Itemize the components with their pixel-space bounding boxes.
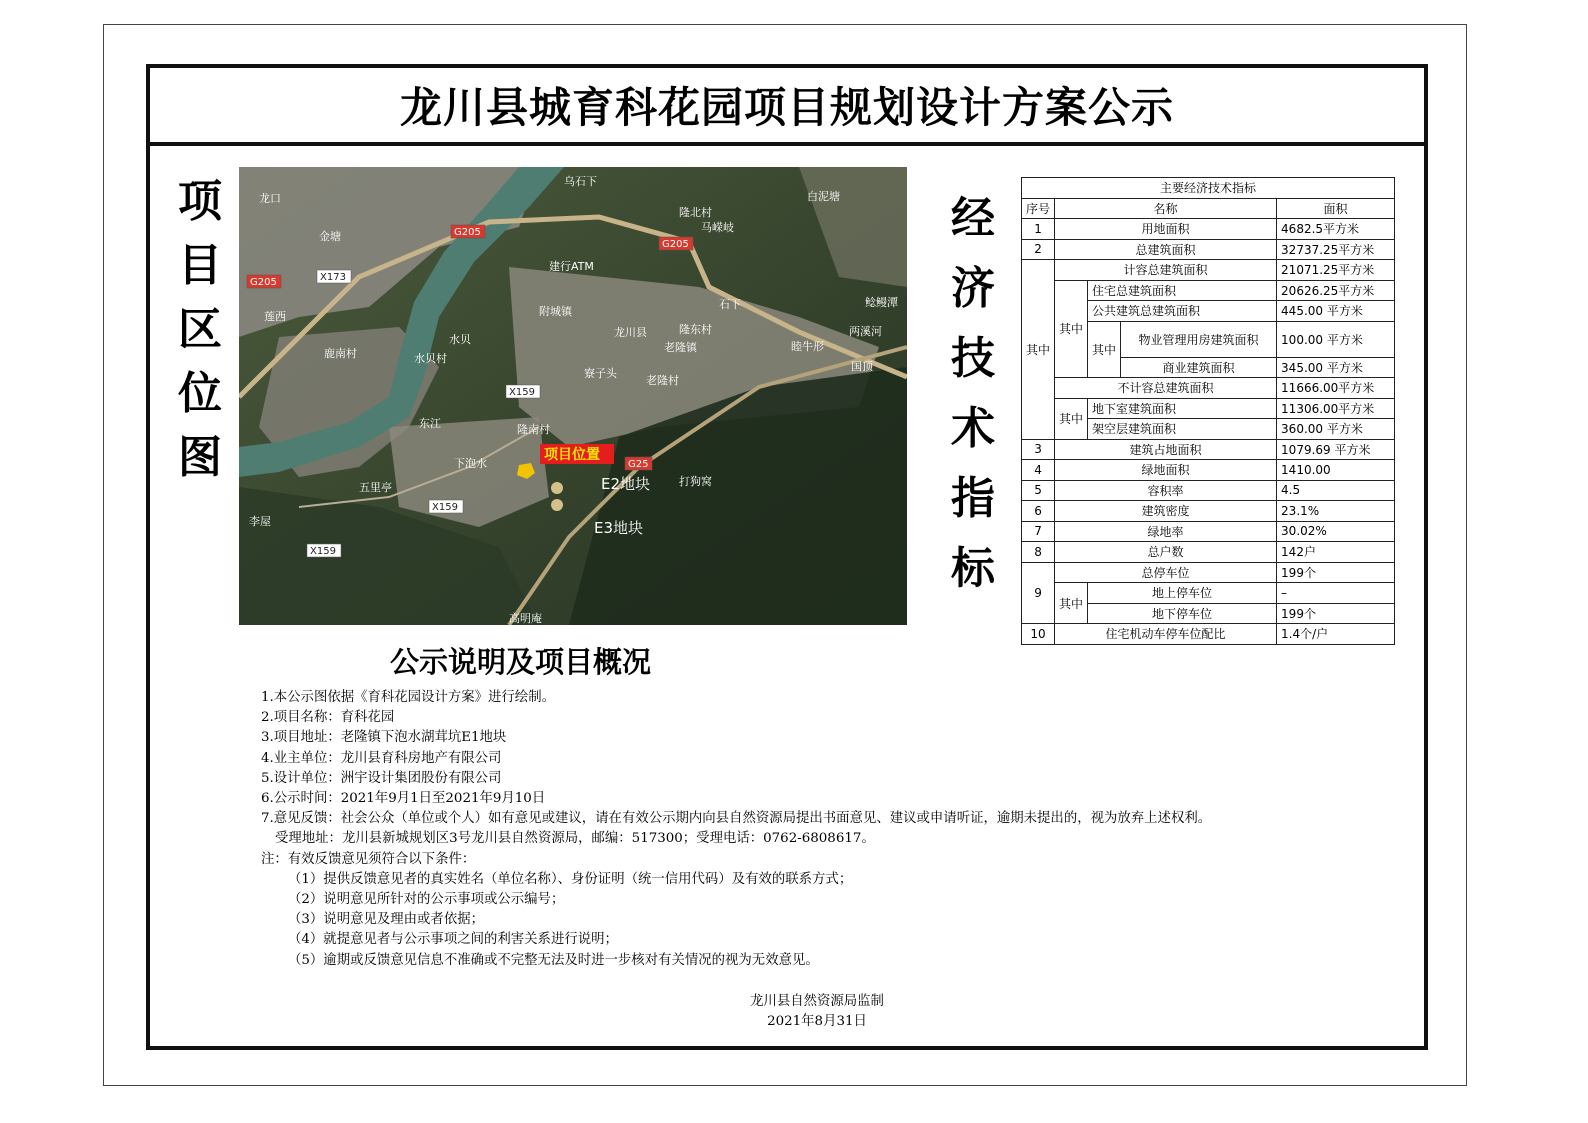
label-gaomingan: 高明庵: [509, 612, 542, 625]
site-e2-marker: [551, 482, 563, 494]
row-no: 2: [1022, 239, 1055, 260]
row-no: 8: [1022, 542, 1055, 563]
row-name: 总建筑面积: [1055, 239, 1277, 260]
header-no: 序号: [1022, 198, 1055, 219]
group-label: 其中: [1055, 583, 1088, 624]
row-name: 公共建筑总建筑面积: [1088, 301, 1277, 322]
svg-text:X159: X159: [310, 546, 336, 557]
row-no: 6: [1022, 501, 1055, 522]
row-value: 360.00 平方米: [1277, 419, 1395, 440]
label-jianhang: 建行ATM: [549, 260, 594, 273]
page-title: 龙川县城育科花园项目规划设计方案公示: [150, 68, 1424, 146]
road-badge-g205: [659, 237, 693, 250]
row-no: 9: [1022, 562, 1055, 624]
road-badge-x159: [429, 500, 463, 513]
group-label: 其中: [1022, 260, 1055, 440]
map-title-char: 目: [178, 240, 222, 291]
table-caption: 主要经济技术指标: [1022, 178, 1395, 199]
note-line: 2.项目名称：育科花园: [261, 710, 395, 726]
econ-title-char: 技: [951, 333, 995, 384]
label-lunan: 鹿南村: [324, 347, 357, 360]
row-value: –: [1277, 583, 1395, 604]
row-no: 5: [1022, 480, 1055, 501]
row-value: 345.00 平方米: [1277, 357, 1395, 378]
label-e3: E3地块: [594, 519, 644, 537]
note-line: 5.设计单位：洲宇设计集团股份有限公司: [261, 770, 502, 786]
note-line: （5）逾期或反馈意见信息不准确或不完整无法及时进一步核对有关情况的视为无效意见。: [288, 952, 819, 968]
row-name: 绿地率: [1055, 521, 1277, 542]
row-no: 3: [1022, 439, 1055, 460]
note-line: 7.意见反馈：社会公众（单位或个人）如有意见或建议，请在有效公示期内向县自然资源局提出书面意见、建议或申请听证，逾期未提出的，视为放弃上述权利。: [261, 811, 1212, 827]
row-value: 4682.5平方米: [1277, 219, 1395, 240]
econ-vertical-title: [943, 184, 1003, 604]
svg-text:X159: X159: [432, 502, 458, 513]
row-name: 地下室建筑面积: [1088, 398, 1277, 419]
label-longdong: 隆东村: [679, 323, 712, 336]
note-line: 3.项目地址：老隆镇下泡水湖茸坑E1地块: [261, 730, 507, 746]
label-qiaozitou: 寮子头: [584, 367, 617, 380]
svg-text:X159: X159: [509, 387, 535, 398]
row-name: 商业建筑面积: [1121, 357, 1277, 378]
label-longkou: 龙口: [259, 192, 281, 205]
row-value: 4.5: [1277, 480, 1395, 501]
note-line: 注：有效反馈意见须符合以下条件：: [261, 851, 476, 867]
group-label: 其中: [1088, 321, 1121, 378]
label-liwu: 李屋: [249, 515, 271, 528]
row-name: 建筑占地面积: [1055, 439, 1277, 460]
note-line: （4）就提意见者与公示事项之间的利害关系进行说明；: [288, 932, 618, 948]
map-title-char: 位: [178, 368, 222, 419]
label-shuibei: 水贝: [449, 333, 471, 346]
label-zhenxing: 睦牛形: [791, 340, 824, 353]
group-label: 其中: [1055, 398, 1088, 439]
row-name: 建筑密度: [1055, 501, 1277, 522]
label-shixia: 石下: [719, 298, 741, 311]
road-badge-g205: [247, 275, 281, 288]
row-name: 物业管理用房建筑面积: [1121, 321, 1277, 357]
svg-text:X173: X173: [320, 272, 346, 283]
row-no: 1: [1022, 219, 1055, 240]
label-lianghe: 两溪河: [849, 325, 882, 338]
row-value: 100.00 平方米: [1277, 321, 1395, 357]
map-title-char: 图: [178, 432, 222, 483]
label-shuibeicun: 水贝村: [414, 352, 447, 365]
row-name: 容积率: [1055, 480, 1277, 501]
row-name: 地下停车位: [1088, 603, 1277, 624]
row-no: 7: [1022, 521, 1055, 542]
issuing-org: 龙川县自然资源局监制: [750, 994, 884, 1009]
note-line: （2）说明意见所针对的公示事项或公示编号；: [288, 892, 565, 908]
label-longnancun: 隆南村: [517, 423, 550, 436]
row-value: 30.02%: [1277, 521, 1395, 542]
label-dongjiang: 东江: [419, 417, 441, 430]
label-wushixia: 乌石下: [564, 175, 597, 188]
location-map: [239, 167, 907, 625]
header-name: 名称: [1055, 198, 1277, 219]
label-e2: E2地块: [601, 475, 651, 493]
row-value: 20626.25平方米: [1277, 280, 1395, 301]
row-value: 21071.25平方米: [1277, 260, 1395, 281]
road-badge-g205: [451, 225, 485, 238]
svg-text:G205: G205: [454, 227, 481, 238]
row-value: 199个: [1277, 562, 1395, 583]
label-jintang: 金塘: [319, 230, 341, 243]
label-liantan: 鲶鳗潭: [865, 296, 898, 309]
row-no: 10: [1022, 624, 1055, 645]
econ-title-char: 指: [951, 473, 995, 524]
road-badge-g25: [625, 457, 652, 470]
label-guoding: 国顶: [851, 360, 873, 373]
label-longchuan: 龙川县: [614, 326, 647, 339]
label-dagouke: 打狗窝: [679, 475, 712, 488]
signature-block: [667, 992, 967, 1032]
row-no: 4: [1022, 460, 1055, 481]
row-name: 不计容总建筑面积: [1055, 378, 1277, 399]
row-value: 11666.00平方米: [1277, 378, 1395, 399]
row-name: 总停车位: [1055, 562, 1277, 583]
row-value: 445.00 平方米: [1277, 301, 1395, 322]
label-laolong: 老隆镇: [664, 341, 697, 354]
svg-text:G25: G25: [628, 459, 649, 470]
row-value: 11306.00平方米: [1277, 398, 1395, 419]
group-label: 其中: [1055, 280, 1088, 378]
label-fucheng: 附城镇: [539, 305, 572, 318]
row-value: 1.4个/户: [1277, 624, 1395, 645]
note-line: 1.本公示图依据《育科花园设计方案》进行绘制。: [261, 690, 555, 705]
row-name: 住宅机动车停车位配比: [1055, 624, 1277, 645]
row-name: 总户数: [1055, 542, 1277, 563]
label-matou: 马嵘岐: [701, 221, 734, 234]
note-line: 6.公示时间：2021年9月1日至2021年9月10日: [261, 791, 546, 807]
note-line: 受理地址：龙川县新城规划区3号龙川县自然资源局，邮编：517300；受理电话：0762-6808617。: [275, 831, 875, 847]
row-name: 用地面积: [1055, 219, 1277, 240]
map-vertical-title: [170, 170, 230, 490]
row-value: 142户: [1277, 542, 1395, 563]
row-name: 地上停车位: [1088, 583, 1277, 604]
satellite-map: [239, 167, 907, 625]
label-wulifu: 五里亭: [359, 481, 392, 494]
notice-notes: [261, 688, 1211, 971]
note-line: 4.业主单位：龙川县育科房地产有限公司: [261, 750, 502, 766]
label-baini: 白泥塘: [807, 190, 840, 203]
svg-text:G205: G205: [662, 239, 689, 250]
row-name: 计容总建筑面积: [1055, 260, 1277, 281]
site-e3-marker: [551, 499, 563, 511]
label-lianxi: 莲西: [264, 310, 286, 323]
econ-title-char: 术: [951, 403, 995, 454]
row-value: 1410.00: [1277, 460, 1395, 481]
road-badge-x159: [307, 544, 341, 557]
note-line: （1）提供反馈意见者的真实姓名（单位名称）、身份证明（统一信用代码）及有效的联系方式；: [288, 871, 853, 887]
map-title-char: 区: [178, 304, 222, 355]
row-name: 绿地面积: [1055, 460, 1277, 481]
issue-date: 2021年8月31日: [767, 1014, 867, 1029]
notice-board: [146, 64, 1428, 1050]
label-xiapaoshui: 下泡水: [454, 457, 487, 470]
econ-indicator-table: [1021, 177, 1395, 645]
row-name: 住宅总建筑面积: [1088, 280, 1277, 301]
road-badge-x159: [506, 385, 540, 398]
econ-title-char: 经: [951, 193, 995, 244]
map-title-char: 项: [178, 176, 222, 227]
label-laolongcun: 老隆村: [646, 374, 679, 387]
header-area: 面积: [1277, 198, 1395, 219]
road-badge-x173: [317, 270, 351, 283]
econ-title-char: 标: [951, 543, 995, 594]
row-value: 32737.25平方米: [1277, 239, 1395, 260]
row-name: 架空层建筑面积: [1088, 419, 1277, 440]
row-value: 199个: [1277, 603, 1395, 624]
svg-text:G205: G205: [250, 277, 277, 288]
note-line: （3）说明意见及理由或者依据；: [288, 912, 484, 928]
label-project: 项目位置: [544, 447, 600, 463]
summary-title: 公示说明及项目概况: [390, 645, 652, 679]
econ-title-char: 济: [951, 263, 995, 314]
label-longbei: 隆北村: [679, 206, 712, 219]
row-value: 1079.69 平方米: [1277, 439, 1395, 460]
row-value: 23.1%: [1277, 501, 1395, 522]
